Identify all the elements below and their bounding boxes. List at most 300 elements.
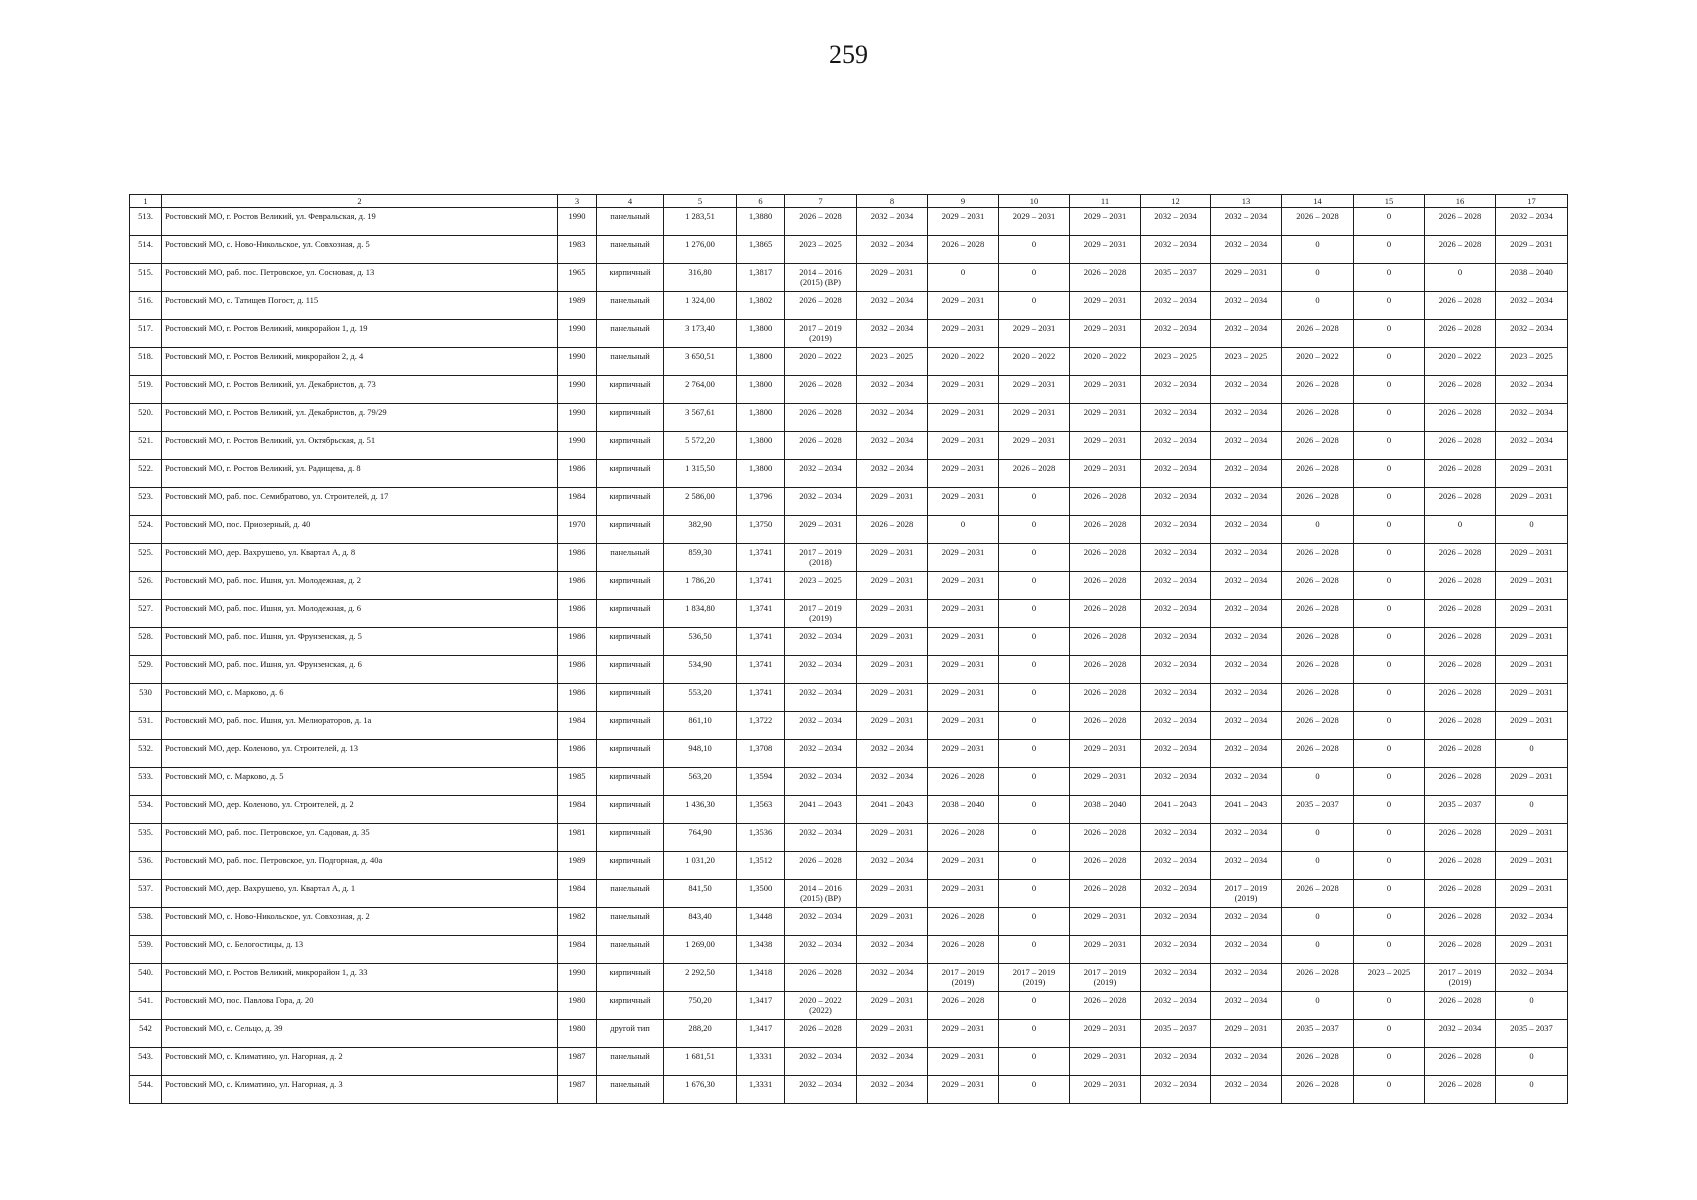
table-cell-col-7: 2020 – 2022 (2022) — [785, 992, 857, 1020]
table-row — [130, 768, 1568, 796]
table-cell-col-14: 2026 – 2028 — [1282, 600, 1354, 628]
table-cell-col-5: 1 283,51 — [664, 208, 737, 236]
table-cell-col-7: 2020 – 2022 — [785, 348, 857, 376]
table-cell-col-6: 1,3741 — [737, 656, 785, 684]
table-cell-col-3: 1986 — [558, 656, 597, 684]
table-cell-col-3: 1986 — [558, 740, 597, 768]
table-cell-col-16: 2026 – 2028 — [1425, 824, 1496, 852]
table-cell-col-14: 0 — [1282, 264, 1354, 292]
table-cell-col-7: 2026 – 2028 — [785, 1020, 857, 1048]
table-cell-col-11: 2026 – 2028 — [1070, 880, 1141, 908]
table-cell-col-17: 2029 – 2031 — [1496, 656, 1568, 684]
row-number-cell: 540. — [130, 964, 162, 992]
table-cell-col-7: 2023 – 2025 — [785, 572, 857, 600]
table-cell-col-7: 2032 – 2034 — [785, 488, 857, 516]
row-number-cell: 524. — [130, 516, 162, 544]
table-cell-col-11: 2026 – 2028 — [1070, 992, 1141, 1020]
table-cell-col-17: 2029 – 2031 — [1496, 488, 1568, 516]
table-cell-col-8: 2029 – 2031 — [857, 824, 928, 852]
table-cell-col-6: 1,3800 — [737, 460, 785, 488]
table-cell-col-11: 2029 – 2031 — [1070, 460, 1141, 488]
table-cell-col-13: 2029 – 2031 — [1211, 264, 1282, 292]
table-cell-col-17: 0 — [1496, 1076, 1568, 1104]
table-cell-col-6: 1,3417 — [737, 1020, 785, 1048]
table-cell-col-4: кирпичный — [597, 460, 664, 488]
table-cell-col-14: 0 — [1282, 236, 1354, 264]
address-cell: Ростовский МО, дер. Вахрушево, ул. Квартал А, д. 1 — [162, 880, 558, 908]
table-cell-col-6: 1,3800 — [737, 376, 785, 404]
table-cell-col-7: 2026 – 2028 — [785, 852, 857, 880]
table-cell-col-8: 2032 – 2034 — [857, 376, 928, 404]
table-cell-col-12: 2032 – 2034 — [1141, 292, 1211, 320]
table-cell-col-16: 2026 – 2028 — [1425, 740, 1496, 768]
table-cell-col-15: 0 — [1354, 236, 1425, 264]
table-cell-col-12: 2032 – 2034 — [1141, 208, 1211, 236]
table-cell-col-13: 2032 – 2034 — [1211, 376, 1282, 404]
table-cell-col-13: 2032 – 2034 — [1211, 908, 1282, 936]
header-cell-col-12: 12 — [1141, 195, 1211, 208]
table-cell-col-6: 1,3500 — [737, 880, 785, 908]
table-cell-col-15: 0 — [1354, 348, 1425, 376]
address-cell: Ростовский МО, с. Климатино, ул. Нагорная, д. 2 — [162, 1048, 558, 1076]
table-cell-col-17: 2035 – 2037 — [1496, 1020, 1568, 1048]
row-number-cell: 526. — [130, 572, 162, 600]
table-cell-col-9: 0 — [928, 264, 999, 292]
table-cell-col-16: 2026 – 2028 — [1425, 432, 1496, 460]
table-cell-col-17: 2029 – 2031 — [1496, 628, 1568, 656]
table-cell-col-17: 2029 – 2031 — [1496, 768, 1568, 796]
table-cell-col-14: 2026 – 2028 — [1282, 572, 1354, 600]
table-cell-col-9: 2029 – 2031 — [928, 208, 999, 236]
table-cell-col-7: 2026 – 2028 — [785, 208, 857, 236]
table-cell-col-15: 0 — [1354, 656, 1425, 684]
table-cell-col-11: 2029 – 2031 — [1070, 320, 1141, 348]
table-row — [130, 992, 1568, 1020]
table-cell-col-7: 2026 – 2028 — [785, 404, 857, 432]
table-cell-col-4: другой тип — [597, 1020, 664, 1048]
table-cell-col-9: 2020 – 2022 — [928, 348, 999, 376]
table-cell-col-11: 2029 – 2031 — [1070, 404, 1141, 432]
data-table — [129, 194, 1568, 1104]
header-cell-col-2: 2 — [162, 195, 558, 208]
row-number-cell: 518. — [130, 348, 162, 376]
table-cell-col-12: 2032 – 2034 — [1141, 740, 1211, 768]
table-cell-col-3: 1980 — [558, 1020, 597, 1048]
table-cell-col-13: 2032 – 2034 — [1211, 516, 1282, 544]
row-number-cell: 523. — [130, 488, 162, 516]
table-cell-col-13: 2032 – 2034 — [1211, 824, 1282, 852]
table-cell-col-5: 563,20 — [664, 768, 737, 796]
table-cell-col-7: 2026 – 2028 — [785, 292, 857, 320]
table-cell-col-4: кирпичный — [597, 992, 664, 1020]
table-cell-col-15: 0 — [1354, 992, 1425, 1020]
table-cell-col-7: 2041 – 2043 — [785, 796, 857, 824]
table-cell-col-13: 2032 – 2034 — [1211, 992, 1282, 1020]
table-cell-col-11: 2026 – 2028 — [1070, 684, 1141, 712]
table-cell-col-8: 2032 – 2034 — [857, 852, 928, 880]
table-cell-col-10: 0 — [999, 824, 1070, 852]
table-cell-col-4: кирпичный — [597, 768, 664, 796]
table-cell-col-8: 2032 – 2034 — [857, 1048, 928, 1076]
address-cell: Ростовский МО, раб. пос. Ишня, ул. Фрунзенская, д. 6 — [162, 656, 558, 684]
address-cell: Ростовский МО, с. Татищев Погост, д. 115 — [162, 292, 558, 320]
table-cell-col-5: 1 315,50 — [664, 460, 737, 488]
address-cell: Ростовский МО, пос. Приозерный, д. 40 — [162, 516, 558, 544]
table-cell-col-5: 948,10 — [664, 740, 737, 768]
table-cell-col-4: панельный — [597, 936, 664, 964]
address-cell: Ростовский МО, дер. Коленово, ул. Строителей, д. 2 — [162, 796, 558, 824]
table-cell-col-13: 2032 – 2034 — [1211, 684, 1282, 712]
table-row — [130, 264, 1568, 292]
table-cell-col-6: 1,3796 — [737, 488, 785, 516]
table-cell-col-3: 1984 — [558, 936, 597, 964]
table-cell-col-16: 2026 – 2028 — [1425, 852, 1496, 880]
table-cell-col-4: панельный — [597, 320, 664, 348]
table-cell-col-13: 2017 – 2019 (2019) — [1211, 880, 1282, 908]
table-cell-col-14: 2026 – 2028 — [1282, 404, 1354, 432]
table-cell-col-8: 2041 – 2043 — [857, 796, 928, 824]
table-cell-col-9: 2017 – 2019 (2019) — [928, 964, 999, 992]
table-row — [130, 460, 1568, 488]
table-cell-col-13: 2032 – 2034 — [1211, 488, 1282, 516]
table-cell-col-17: 2029 – 2031 — [1496, 544, 1568, 572]
table-cell-col-17: 2029 – 2031 — [1496, 684, 1568, 712]
header-cell-col-10: 10 — [999, 195, 1070, 208]
table-cell-col-15: 0 — [1354, 768, 1425, 796]
table-cell-col-8: 2029 – 2031 — [857, 992, 928, 1020]
table-cell-col-12: 2032 – 2034 — [1141, 656, 1211, 684]
table-cell-col-5: 316,80 — [664, 264, 737, 292]
table-cell-col-5: 843,40 — [664, 908, 737, 936]
table-cell-col-16: 2026 – 2028 — [1425, 992, 1496, 1020]
table-cell-col-12: 2032 – 2034 — [1141, 516, 1211, 544]
table-cell-col-8: 2032 – 2034 — [857, 404, 928, 432]
table-cell-col-6: 1,3741 — [737, 600, 785, 628]
table-cell-col-16: 2026 – 2028 — [1425, 572, 1496, 600]
table-cell-col-6: 1,3802 — [737, 292, 785, 320]
row-number-cell: 519. — [130, 376, 162, 404]
address-cell: Ростовский МО, с. Климатино, ул. Нагорная, д. 3 — [162, 1076, 558, 1104]
table-cell-col-3: 1990 — [558, 432, 597, 460]
table-cell-col-12: 2041 – 2043 — [1141, 796, 1211, 824]
table-cell-col-4: кирпичный — [597, 572, 664, 600]
table-cell-col-13: 2029 – 2031 — [1211, 1020, 1282, 1048]
table-row — [130, 1076, 1568, 1104]
table-cell-col-14: 2026 – 2028 — [1282, 544, 1354, 572]
table-cell-col-14: 2035 – 2037 — [1282, 796, 1354, 824]
table-cell-col-9: 2029 – 2031 — [928, 600, 999, 628]
header-cell-col-16: 16 — [1425, 195, 1496, 208]
table-cell-col-12: 2032 – 2034 — [1141, 488, 1211, 516]
table-cell-col-13: 2041 – 2043 — [1211, 796, 1282, 824]
address-cell: Ростовский МО, г. Ростов Великий, ул. Радищева, д. 8 — [162, 460, 558, 488]
table-cell-col-16: 2026 – 2028 — [1425, 208, 1496, 236]
table-cell-col-9: 2029 – 2031 — [928, 880, 999, 908]
table-cell-col-14: 2026 – 2028 — [1282, 488, 1354, 516]
address-cell: Ростовский МО, раб. пос. Семибратово, ул. Строителей, д. 17 — [162, 488, 558, 516]
table-row — [130, 656, 1568, 684]
table-cell-col-16: 2026 – 2028 — [1425, 656, 1496, 684]
table-cell-col-14: 2026 – 2028 — [1282, 628, 1354, 656]
header-cell-col-11: 11 — [1070, 195, 1141, 208]
table-cell-col-14: 0 — [1282, 936, 1354, 964]
table-cell-col-8: 2032 – 2034 — [857, 236, 928, 264]
table-cell-col-4: панельный — [597, 908, 664, 936]
table-cell-col-8: 2032 – 2034 — [857, 460, 928, 488]
row-number-cell: 537. — [130, 880, 162, 908]
address-cell: Ростовский МО, г. Ростов Великий, ул. Декабристов, д. 73 — [162, 376, 558, 404]
table-cell-col-10: 0 — [999, 880, 1070, 908]
table-cell-col-16: 0 — [1425, 264, 1496, 292]
table-cell-col-3: 1986 — [558, 684, 597, 712]
table-cell-col-8: 2029 – 2031 — [857, 264, 928, 292]
table-cell-col-5: 750,20 — [664, 992, 737, 1020]
header-cell-col-1: 1 — [130, 195, 162, 208]
table-cell-col-4: кирпичный — [597, 488, 664, 516]
table-cell-col-8: 2032 – 2034 — [857, 320, 928, 348]
table-cell-col-3: 1986 — [558, 544, 597, 572]
table-cell-col-16: 2026 – 2028 — [1425, 404, 1496, 432]
table-cell-col-17: 2023 – 2025 — [1496, 348, 1568, 376]
table-row — [130, 796, 1568, 824]
table-cell-col-13: 2032 – 2034 — [1211, 432, 1282, 460]
table-cell-col-5: 1 324,00 — [664, 292, 737, 320]
row-number-cell: 532. — [130, 740, 162, 768]
table-cell-col-7: 2023 – 2025 — [785, 236, 857, 264]
table-cell-col-11: 2026 – 2028 — [1070, 656, 1141, 684]
table-cell-col-11: 2026 – 2028 — [1070, 516, 1141, 544]
table-cell-col-8: 2029 – 2031 — [857, 628, 928, 656]
table-cell-col-15: 0 — [1354, 908, 1425, 936]
table-cell-col-11: 2026 – 2028 — [1070, 264, 1141, 292]
address-cell: Ростовский МО, с. Белогостицы, д. 13 — [162, 936, 558, 964]
table-cell-col-5: 536,50 — [664, 628, 737, 656]
table-row — [130, 488, 1568, 516]
table-cell-col-15: 0 — [1354, 1020, 1425, 1048]
table-cell-col-3: 1982 — [558, 908, 597, 936]
table-cell-col-11: 2029 – 2031 — [1070, 1048, 1141, 1076]
table-cell-col-17: 2029 – 2031 — [1496, 936, 1568, 964]
table-cell-col-14: 2026 – 2028 — [1282, 712, 1354, 740]
table-cell-col-4: кирпичный — [597, 264, 664, 292]
table-cell-col-7: 2026 – 2028 — [785, 964, 857, 992]
table-cell-col-11: 2026 – 2028 — [1070, 824, 1141, 852]
table-cell-col-6: 1,3880 — [737, 208, 785, 236]
table-cell-col-8: 2032 – 2034 — [857, 936, 928, 964]
row-number-cell: 534. — [130, 796, 162, 824]
table-cell-col-9: 2029 – 2031 — [928, 684, 999, 712]
table-cell-col-8: 2029 – 2031 — [857, 712, 928, 740]
table-cell-col-9: 2029 – 2031 — [928, 320, 999, 348]
table-cell-col-14: 2026 – 2028 — [1282, 208, 1354, 236]
table-cell-col-5: 1 786,20 — [664, 572, 737, 600]
table-cell-col-14: 2020 – 2022 — [1282, 348, 1354, 376]
table-row — [130, 516, 1568, 544]
row-number-cell: 521. — [130, 432, 162, 460]
row-number-cell: 515. — [130, 264, 162, 292]
table-cell-col-13: 2032 – 2034 — [1211, 460, 1282, 488]
table-cell-col-9: 2029 – 2031 — [928, 376, 999, 404]
table-cell-col-16: 2032 – 2034 — [1425, 1020, 1496, 1048]
table-cell-col-12: 2032 – 2034 — [1141, 572, 1211, 600]
table-cell-col-6: 1,3741 — [737, 544, 785, 572]
table-cell-col-13: 2032 – 2034 — [1211, 1076, 1282, 1104]
table-cell-col-4: кирпичный — [597, 432, 664, 460]
table-cell-col-3: 1970 — [558, 516, 597, 544]
table-cell-col-13: 2032 – 2034 — [1211, 852, 1282, 880]
table-cell-col-11: 2026 – 2028 — [1070, 488, 1141, 516]
address-cell: Ростовский МО, г. Ростов Великий, микрорайон 1, д. 33 — [162, 964, 558, 992]
table-cell-col-7: 2032 – 2034 — [785, 1048, 857, 1076]
table-cell-col-15: 0 — [1354, 852, 1425, 880]
table-cell-col-12: 2032 – 2034 — [1141, 1048, 1211, 1076]
table-cell-col-12: 2032 – 2034 — [1141, 992, 1211, 1020]
table-row — [130, 572, 1568, 600]
table-cell-col-10: 0 — [999, 768, 1070, 796]
table-cell-col-5: 3 173,40 — [664, 320, 737, 348]
address-cell: Ростовский МО, г. Ростов Великий, микрорайон 1, д. 19 — [162, 320, 558, 348]
table-cell-col-3: 1986 — [558, 600, 597, 628]
header-cell-col-17: 17 — [1496, 195, 1568, 208]
table-cell-col-15: 0 — [1354, 824, 1425, 852]
table-row — [130, 712, 1568, 740]
table-row — [130, 404, 1568, 432]
table-cell-col-4: кирпичный — [597, 376, 664, 404]
table-cell-col-3: 1985 — [558, 768, 597, 796]
table-row — [130, 208, 1568, 236]
table-cell-col-6: 1,3800 — [737, 404, 785, 432]
table-cell-col-4: кирпичный — [597, 600, 664, 628]
table-cell-col-15: 0 — [1354, 684, 1425, 712]
table-cell-col-5: 2 292,50 — [664, 964, 737, 992]
table-cell-col-7: 2017 – 2019 (2018) — [785, 544, 857, 572]
table-cell-col-14: 2026 – 2028 — [1282, 1048, 1354, 1076]
address-cell: Ростовский МО, с. Сельцо, д. 39 — [162, 1020, 558, 1048]
table-cell-col-10: 0 — [999, 740, 1070, 768]
table-cell-col-6: 1,3448 — [737, 908, 785, 936]
table-cell-col-4: панельный — [597, 1076, 664, 1104]
table-cell-col-9: 2029 – 2031 — [928, 628, 999, 656]
table-cell-col-5: 1 269,00 — [664, 936, 737, 964]
table-cell-col-5: 534,90 — [664, 656, 737, 684]
table-cell-col-6: 1,3800 — [737, 348, 785, 376]
table-cell-col-10: 0 — [999, 236, 1070, 264]
table-body — [130, 208, 1568, 1104]
table-row — [130, 880, 1568, 908]
table-cell-col-11: 2029 – 2031 — [1070, 432, 1141, 460]
table-cell-col-7: 2014 – 2016 (2015) (ВР) — [785, 264, 857, 292]
table-cell-col-7: 2032 – 2034 — [785, 1076, 857, 1104]
table-cell-col-10: 2026 – 2028 — [999, 460, 1070, 488]
table-cell-col-12: 2032 – 2034 — [1141, 432, 1211, 460]
table-cell-col-3: 1989 — [558, 292, 597, 320]
table-cell-col-17: 2032 – 2034 — [1496, 376, 1568, 404]
table-cell-col-6: 1,3741 — [737, 628, 785, 656]
table-cell-col-17: 2032 – 2034 — [1496, 908, 1568, 936]
header-cell-col-7: 7 — [785, 195, 857, 208]
header-cell-col-5: 5 — [664, 195, 737, 208]
table-cell-col-8: 2032 – 2034 — [857, 1076, 928, 1104]
table-cell-col-15: 0 — [1354, 292, 1425, 320]
table-cell-col-10: 0 — [999, 1020, 1070, 1048]
table-cell-col-5: 382,90 — [664, 516, 737, 544]
address-cell: Ростовский МО, г. Ростов Великий, ул. Октябрьская, д. 51 — [162, 432, 558, 460]
table-cell-col-6: 1,3865 — [737, 236, 785, 264]
table-cell-col-17: 0 — [1496, 796, 1568, 824]
table-cell-col-15: 0 — [1354, 740, 1425, 768]
table-cell-col-4: панельный — [597, 880, 664, 908]
table-cell-col-4: кирпичный — [597, 796, 664, 824]
table-cell-col-7: 2014 – 2016 (2015) (ВР) — [785, 880, 857, 908]
table-cell-col-7: 2032 – 2034 — [785, 768, 857, 796]
table-cell-col-7: 2017 – 2019 (2019) — [785, 320, 857, 348]
table-cell-col-15: 0 — [1354, 488, 1425, 516]
table-cell-col-10: 2029 – 2031 — [999, 404, 1070, 432]
table-cell-col-3: 1983 — [558, 236, 597, 264]
table-cell-col-3: 1984 — [558, 488, 597, 516]
table-cell-col-16: 2017 – 2019 (2019) — [1425, 964, 1496, 992]
table-cell-col-15: 0 — [1354, 516, 1425, 544]
table-cell-col-9: 2029 – 2031 — [928, 1076, 999, 1104]
table-cell-col-3: 1986 — [558, 572, 597, 600]
table-cell-col-12: 2032 – 2034 — [1141, 460, 1211, 488]
table-cell-col-11: 2029 – 2031 — [1070, 1076, 1141, 1104]
table-cell-col-15: 0 — [1354, 460, 1425, 488]
table-cell-col-8: 2029 – 2031 — [857, 908, 928, 936]
table-cell-col-10: 2029 – 2031 — [999, 376, 1070, 404]
table-cell-col-4: кирпичный — [597, 964, 664, 992]
table-cell-col-9: 2029 – 2031 — [928, 740, 999, 768]
page-number: 259 — [829, 40, 868, 69]
table-cell-col-14: 0 — [1282, 992, 1354, 1020]
table-cell-col-4: кирпичный — [597, 740, 664, 768]
table-cell-col-16: 2026 – 2028 — [1425, 292, 1496, 320]
table-cell-col-13: 2032 – 2034 — [1211, 768, 1282, 796]
table-cell-col-13: 2023 – 2025 — [1211, 348, 1282, 376]
table-cell-col-16: 2026 – 2028 — [1425, 768, 1496, 796]
table-cell-col-16: 2035 – 2037 — [1425, 796, 1496, 824]
table-cell-col-11: 2026 – 2028 — [1070, 852, 1141, 880]
table-cell-col-8: 2032 – 2034 — [857, 432, 928, 460]
table-cell-col-4: кирпичный — [597, 404, 664, 432]
table-cell-col-15: 0 — [1354, 1048, 1425, 1076]
table-cell-col-14: 2026 – 2028 — [1282, 964, 1354, 992]
table-cell-col-12: 2035 – 2037 — [1141, 1020, 1211, 1048]
table-cell-col-12: 2032 – 2034 — [1141, 236, 1211, 264]
table-cell-col-5: 764,90 — [664, 824, 737, 852]
table-cell-col-6: 1,3418 — [737, 964, 785, 992]
table-cell-col-10: 0 — [999, 908, 1070, 936]
table-cell-col-17: 2029 – 2031 — [1496, 460, 1568, 488]
table-row — [130, 628, 1568, 656]
table-row — [130, 936, 1568, 964]
table-cell-col-5: 1 276,00 — [664, 236, 737, 264]
row-number-cell: 513. — [130, 208, 162, 236]
table-cell-col-14: 0 — [1282, 852, 1354, 880]
table-header — [130, 195, 1568, 208]
table-cell-col-9: 2029 – 2031 — [928, 404, 999, 432]
table-cell-col-17: 0 — [1496, 1048, 1568, 1076]
table-cell-col-5: 3 650,51 — [664, 348, 737, 376]
table-cell-col-9: 2029 – 2031 — [928, 572, 999, 600]
table-cell-col-3: 1990 — [558, 208, 597, 236]
table-cell-col-9: 2026 – 2028 — [928, 992, 999, 1020]
table-cell-col-6: 1,3417 — [737, 992, 785, 1020]
table-cell-col-10: 0 — [999, 488, 1070, 516]
table-cell-col-11: 2029 – 2031 — [1070, 292, 1141, 320]
table-cell-col-3: 1986 — [558, 460, 597, 488]
table-cell-col-16: 2026 – 2028 — [1425, 1048, 1496, 1076]
